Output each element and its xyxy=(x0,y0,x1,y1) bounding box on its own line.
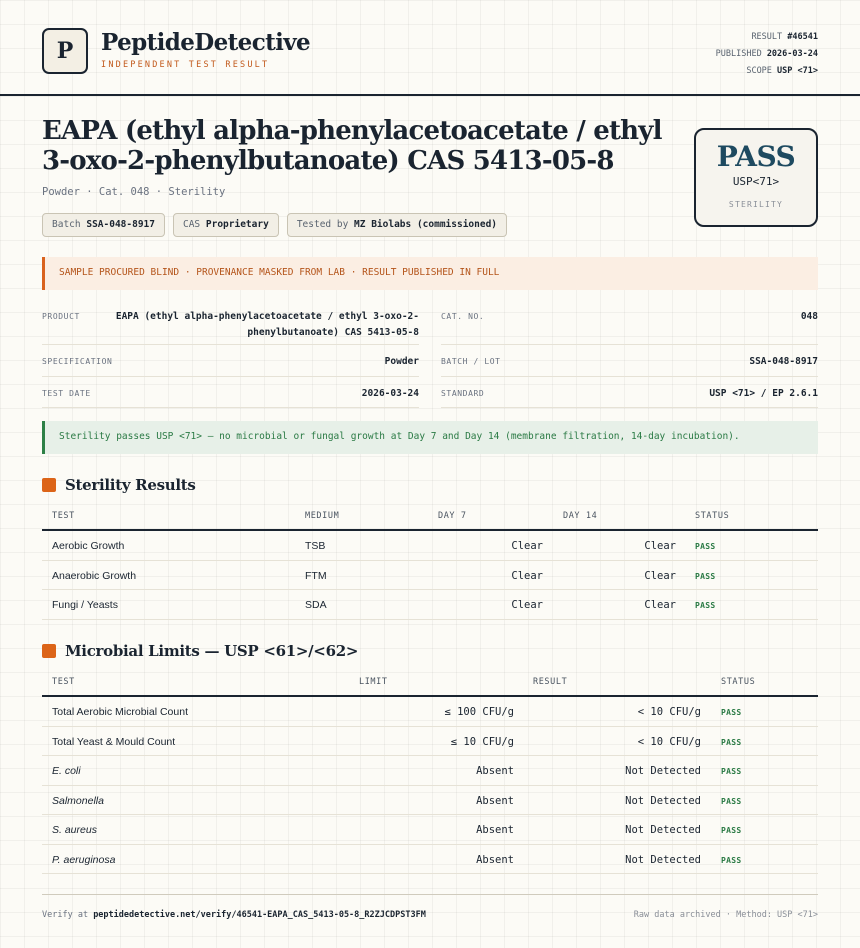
cell-test: S. aureus xyxy=(52,824,97,836)
brand-name: PeptideDetective xyxy=(101,29,311,56)
verify-text: Verify at peptidedetective.net/verify/46541-EAPA_CAS_5413-05-8_R2ZJCDPST3FM xyxy=(42,910,426,920)
col-status: STATUS xyxy=(695,511,730,521)
report-header xyxy=(0,0,860,96)
cell-limit: Absent xyxy=(476,853,514,866)
detail-label: PRODUCT xyxy=(42,312,80,321)
cell-test: Total Yeast & Mould Count xyxy=(52,735,176,748)
detail-test-date xyxy=(42,377,419,408)
pass-badge xyxy=(694,128,818,227)
cell-day14: Clear xyxy=(644,569,676,582)
badge-scope: STERILITY xyxy=(728,200,784,209)
sterility-section-title: Sterility Results xyxy=(42,476,196,494)
detail-value: EAPA (ethyl alpha-phenylacetoacetate / ethyl 3-oxo-2-phenylbutanoate) CAS 5413-05-8 xyxy=(115,311,419,338)
col-limit: LIMIT xyxy=(359,677,388,687)
table-header xyxy=(42,508,818,531)
chip-tested-by: Tested by MZ Biolabs (commissioned) xyxy=(287,213,507,237)
col-status: STATUS xyxy=(721,677,756,687)
detail-value: USP <71> / EP 2.6.1 xyxy=(709,388,818,399)
status-badge: PASS xyxy=(695,601,716,610)
status-badge: PASS xyxy=(721,737,742,747)
detail-label: STANDARD xyxy=(441,389,485,398)
table-row xyxy=(42,590,818,620)
chip-cas: CAS Proprietary xyxy=(173,213,279,237)
section-marker-icon xyxy=(42,478,56,492)
microbial-section-title: Microbial Limits — USP <61>/<62> xyxy=(42,642,358,660)
status-badge: PASS xyxy=(721,767,742,776)
cell-result: Not Detected xyxy=(625,765,701,777)
cell-test: Total Aerobic Microbial Count xyxy=(52,706,188,718)
cell-test: Salmonella xyxy=(52,794,104,807)
table-row xyxy=(42,727,818,757)
notice-banner: SAMPLE PROCURED BLIND · PROVENANCE MASKED FROM LAB · RESULT PUBLISHED IN FULL xyxy=(42,257,818,290)
status-badge: PASS xyxy=(721,826,742,835)
logo-icon: P xyxy=(42,28,88,74)
table-row xyxy=(42,815,818,845)
sterility-table xyxy=(42,508,818,620)
archived-note: Raw data archived · Method: USP <71> xyxy=(633,910,818,920)
status-badge: PASS xyxy=(721,796,742,806)
badge-result: PASS xyxy=(716,140,796,173)
report-footer xyxy=(42,894,818,920)
cell-limit: Absent xyxy=(476,824,514,836)
cell-test: Anaerobic Growth xyxy=(52,569,137,582)
meta-published: PUBLISHED 2026-03-24 xyxy=(715,49,818,59)
detail-value: SSA-048-8917 xyxy=(749,356,818,367)
summary-banner: Sterility passes USP <71> — no microbial or fungal growth at Day 7 and Day 14 (membrane filtration, 14-day incubation). xyxy=(42,421,818,454)
microbial-table xyxy=(42,674,818,874)
cell-medium: SDA xyxy=(305,599,327,611)
detail-value: Powder xyxy=(384,356,419,367)
table-row xyxy=(42,786,818,816)
status-badge: PASS xyxy=(721,855,742,865)
status-badge: PASS xyxy=(695,571,716,581)
cell-day7: Clear xyxy=(511,599,543,611)
page-subtitle: Powder · Cat. 048 · Sterility xyxy=(42,186,226,198)
chip-batch: Batch SSA-048-8917 xyxy=(42,213,165,237)
meta-scope: SCOPE USP <71> xyxy=(746,66,818,76)
section-marker-icon xyxy=(42,644,56,658)
cell-test: P. aeruginosa xyxy=(52,853,116,866)
cell-test: E. coli xyxy=(52,765,81,777)
detail-value: 048 xyxy=(800,311,818,322)
status-badge: PASS xyxy=(695,542,716,551)
meta-result: RESULT #46541 xyxy=(751,32,818,42)
col-test: TEST xyxy=(52,677,75,687)
table-row xyxy=(42,531,818,561)
cell-limit: Absent xyxy=(476,794,514,807)
report-meta xyxy=(716,29,818,80)
detail-label: TEST DATE xyxy=(42,389,91,398)
cell-medium: FTM xyxy=(305,569,327,582)
verify-link[interactable]: peptidedetective.net/verify/46541-EAPA_CAS_5413-05-8_R2ZJCDPST3FM xyxy=(93,910,426,920)
cell-result: < 10 CFU/g xyxy=(637,706,701,718)
cell-test: Fungi / Yeasts xyxy=(52,599,118,611)
detail-label: BATCH / LOT xyxy=(441,357,501,366)
cell-result: Not Detected xyxy=(625,824,701,836)
detail-cat-no xyxy=(441,305,818,345)
col-result: RESULT xyxy=(533,677,568,687)
table-header xyxy=(42,674,818,697)
table-row xyxy=(42,845,818,875)
brand-tagline: INDEPENDENT TEST RESULT xyxy=(101,60,270,70)
cell-limit: ≤ 100 CFU/g xyxy=(444,706,514,718)
detail-value: 2026-03-24 xyxy=(361,388,419,399)
table-row xyxy=(42,561,818,591)
page-title: EAPA (ethyl alpha-phenylacetoacetate / ethyl 3-oxo-2-phenylbutanoate) CAS 5413-05-8 xyxy=(42,116,662,176)
col-day14: DAY 14 xyxy=(563,511,598,521)
detail-label: SPECIFICATION xyxy=(42,357,113,366)
table-row xyxy=(42,756,818,786)
cell-day14: Clear xyxy=(644,599,676,611)
info-chips xyxy=(42,213,507,237)
cell-test: Aerobic Growth xyxy=(52,540,125,552)
col-test: TEST xyxy=(52,511,75,521)
cell-result: Not Detected xyxy=(625,853,701,866)
detail-product xyxy=(42,305,419,345)
detail-specification xyxy=(42,345,419,377)
col-medium: MEDIUM xyxy=(305,511,340,521)
cell-result: Not Detected xyxy=(625,794,701,807)
cell-result: < 10 CFU/g xyxy=(637,735,701,748)
table-row xyxy=(42,697,818,727)
status-badge: PASS xyxy=(721,708,742,717)
cell-day7: Clear xyxy=(511,540,543,552)
cell-medium: TSB xyxy=(305,540,326,552)
cell-limit: Absent xyxy=(476,765,514,777)
detail-standard xyxy=(441,377,818,408)
cell-day14: Clear xyxy=(644,540,676,552)
badge-standard: USP<71> xyxy=(732,175,780,188)
cell-day7: Clear xyxy=(511,569,543,582)
detail-batch-lot xyxy=(441,345,818,377)
detail-label: CAT. NO. xyxy=(441,312,485,321)
cell-limit: ≤ 10 CFU/g xyxy=(450,735,514,748)
col-day7: DAY 7 xyxy=(438,511,467,521)
